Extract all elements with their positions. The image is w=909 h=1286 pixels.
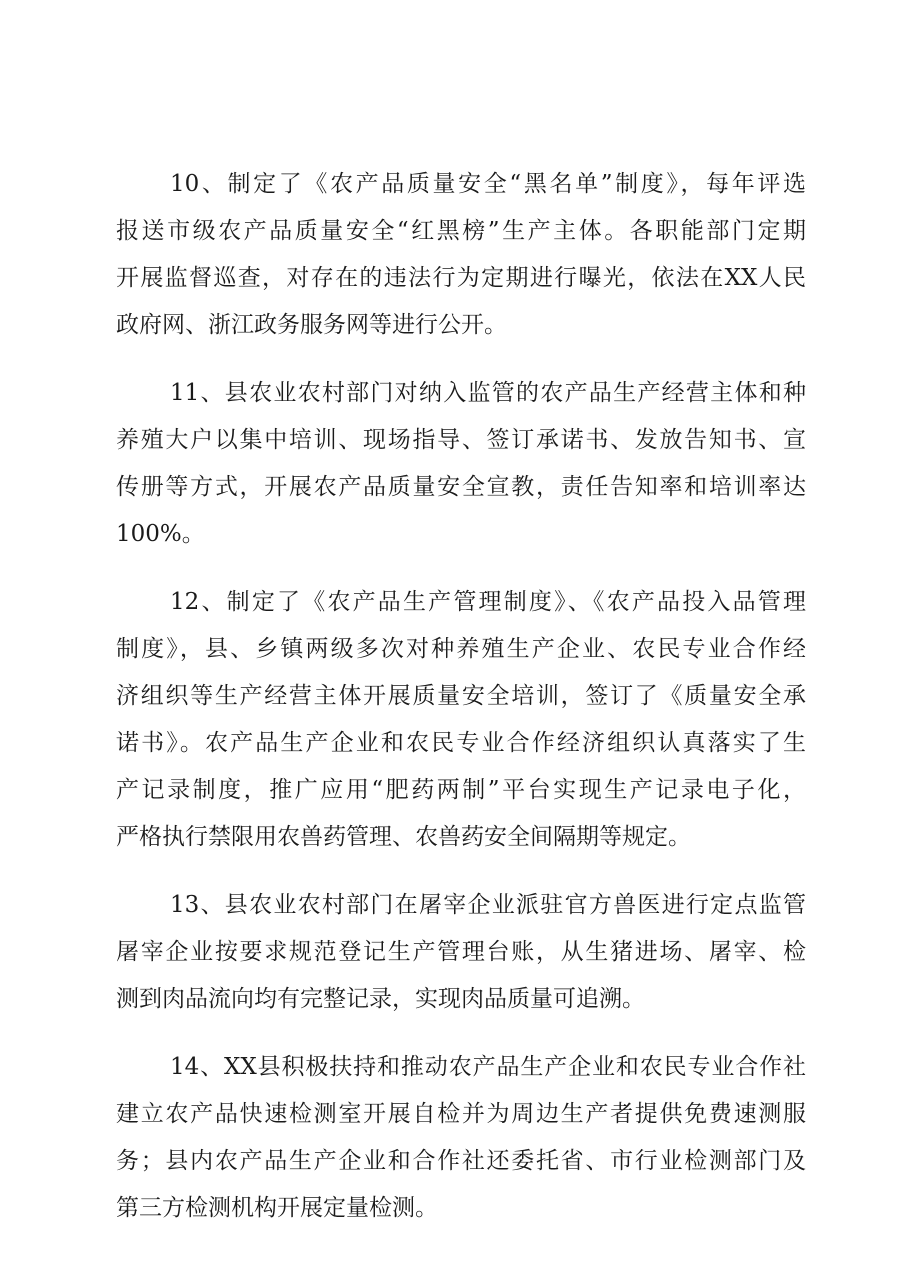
- text-line: 100%。: [116, 521, 205, 547]
- text-line: 传册等方式，开展农产品质量安全宣教，责任告知率和培训率达: [116, 474, 806, 500]
- text-line: 报送市级农产品质量安全“红黑榜”生产主体。各职能部门定期: [116, 218, 806, 244]
- paragraph-gap: [0, 558, 909, 579]
- text-line: 严格执行禁限用农兽药管理、农兽药安全间隔期等规定。: [116, 824, 691, 850]
- text-line: 务；县内农产品生产企业和合作社还委托省、市行业检测部门及: [116, 1148, 806, 1174]
- paragraph-gap: [0, 861, 909, 882]
- text-line: 第三方检测机构开展定量检测。: [116, 1195, 438, 1221]
- paragraph-11: [0, 370, 909, 558]
- text-line: 13、县农业农村部门在屠宰企业派驻官方兽医进行定点监管: [170, 892, 806, 918]
- text-line: 测到肉品流向均有完整记录，实现肉品质量可追溯。: [116, 986, 645, 1012]
- document-body: [0, 161, 909, 1232]
- text-line: 11、县农业农村部门对纳入监管的农产品生产经营主体和种: [170, 380, 806, 406]
- text-line: 开展监督巡查，对存在的违法行为定期进行曝光，依法在XX人民: [116, 265, 806, 291]
- text-line: 诺书》。农产品生产企业和农民专业合作经济组织认真落实了生: [116, 730, 806, 756]
- text-line: 制度》，县、乡镇两级多次对种养殖生产企业、农民专业合作经: [116, 636, 806, 662]
- text-line: 养殖大户以集中培训、现场指导、签订承诺书、发放告知书、宣: [116, 427, 806, 453]
- paragraph-13: [0, 882, 909, 1023]
- text-line: 政府网、浙江政务服务网等进行公开。: [116, 312, 507, 338]
- text-line: 济组织等生产经营主体开展质量安全培训，签订了《质量安全承: [116, 683, 806, 709]
- paragraph-14: [0, 1044, 909, 1232]
- paragraph-12: [0, 579, 909, 861]
- paragraph-10: [0, 161, 909, 349]
- paragraph-gap: [0, 349, 909, 370]
- text-line: 14、XX县积极扶持和推动农产品生产企业和农民专业合作社: [170, 1054, 806, 1080]
- text-line: 10、制定了《农产品质量安全“黑名单”制度》，每年评选: [170, 171, 806, 197]
- text-line: 建立农产品快速检测室开展自检并为周边生产者提供免费速测服: [116, 1101, 806, 1127]
- text-line: 屠宰企业按要求规范登记生产管理台账，从生猪进场、屠宰、检: [116, 939, 806, 965]
- paragraph-gap: [0, 1023, 909, 1044]
- text-line: 产记录制度，推广应用“肥药两制”平台实现生产记录电子化，: [116, 777, 806, 803]
- text-line: 12、制定了《农产品生产管理制度》、《农产品投入品管理: [170, 589, 806, 615]
